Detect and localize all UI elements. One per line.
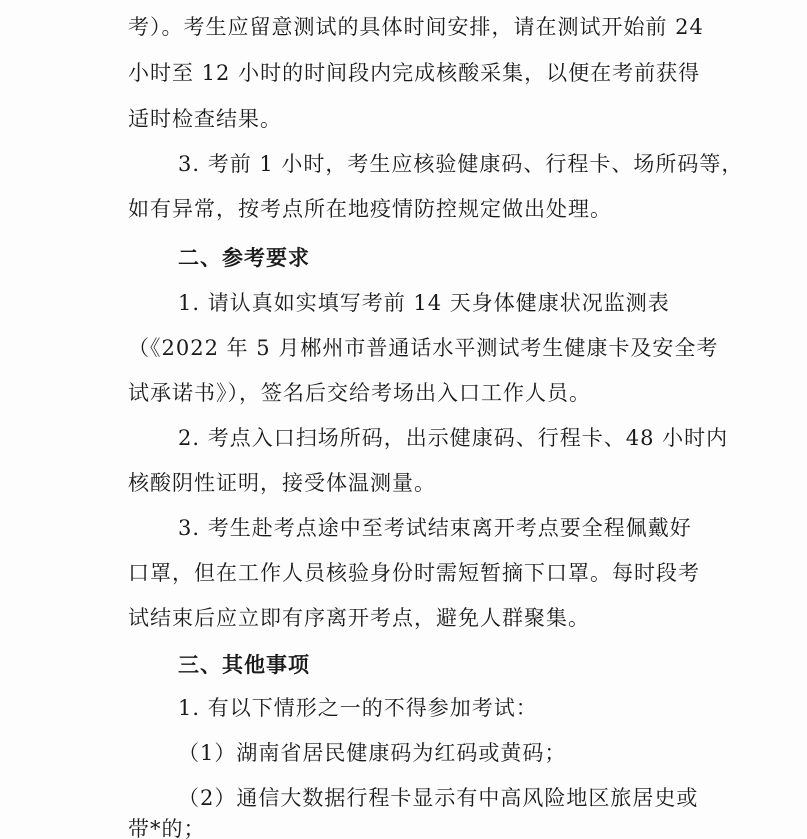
paragraph-line: 带*的； xyxy=(128,817,206,839)
paragraph-line: 考）。考生应留意测试的具体时间安排，请在测试开始前 24 xyxy=(128,15,704,39)
paragraph-line: 如有异常，按考点所在地疫情防控规定做出处理。 xyxy=(128,197,612,221)
paragraph-line: 适时检查结果。 xyxy=(128,107,282,131)
list-item-1: 1. 有以下情形之一的不得参加考试： xyxy=(178,696,538,720)
paragraph-line: （《2022 年 5 月郴州市普通话水平测试考生健康卡及安全考 xyxy=(128,336,719,360)
paragraph-line: 试结束后应立即有序离开考点，避免人群聚集。 xyxy=(128,606,590,630)
paragraph-line: 口罩，但在工作人员核验身份时需短暂摘下口罩。每时段考 xyxy=(128,561,700,585)
section-heading-requirements: 二、参考要求 xyxy=(178,246,310,270)
paragraph-line: 试承诺书》），签名后交给考场出入口工作人员。 xyxy=(128,381,591,405)
sub-item-1: （1）湖南省居民健康码为红码或黄码； xyxy=(178,741,567,765)
list-item-1: 1. 请认真如实填写考前 14 天身体健康状况监测表 xyxy=(178,291,670,315)
paragraph-line: 核酸阴性证明，接受体温测量。 xyxy=(128,471,436,495)
section-heading-other: 三、其他事项 xyxy=(178,653,310,677)
list-item-2: 2. 考点入口扫场所码，出示健康码、行程卡、48 小时内 xyxy=(178,426,729,450)
list-item-3: 3. 考生赴考点途中至考试结束离开考点要全程佩戴好 xyxy=(178,516,692,540)
sub-item-2: （2）通信大数据行程卡显示有中高风险地区旅居史或 xyxy=(178,786,699,810)
list-item-3: 3. 考前 1 小时，考生应核验健康码、行程卡、场所码等， xyxy=(178,152,744,176)
paragraph-line: 小时至 12 小时的时间段内完成核酸采集，以便在考前获得 xyxy=(128,61,701,85)
